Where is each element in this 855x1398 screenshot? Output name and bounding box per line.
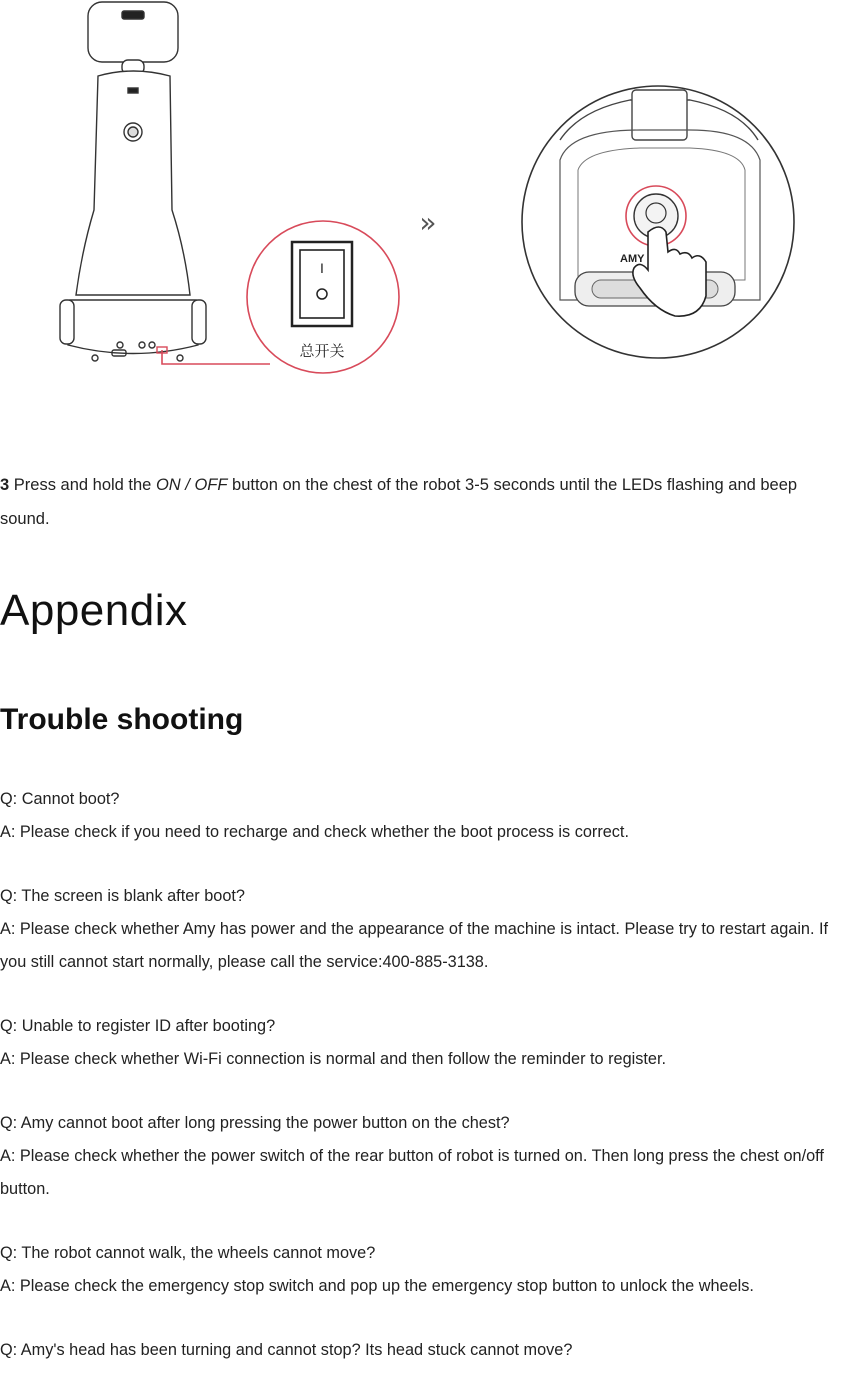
chest-button-callout — [522, 86, 794, 358]
caption-text-after: button on the chest of the robot 3-5 seconds until the LEDs flashing and beep sound. — [0, 476, 798, 528]
double-chevron-right-icon: » — [419, 206, 437, 239]
trouble-shooting-heading: Trouble shooting — [0, 703, 244, 736]
robot-back-view — [60, 2, 206, 361]
faq-question: Q: Unable to register ID after booting? — [0, 1017, 276, 1035]
faq-question: Q: Amy's head has been turning and cannot stop? Its head stuck cannot move? — [0, 1341, 573, 1359]
faq-item — [0, 1334, 855, 1367]
power-on-illustration — [0, 0, 855, 420]
faq-question: Q: The screen is blank after boot? — [0, 887, 245, 905]
switch-on-mark: I — [320, 260, 324, 276]
faq-question: Q: Amy cannot boot after long pressing the power button on the chest? — [0, 1114, 510, 1132]
faq-answer: A: Please check the emergency stop switch and pop up the emergency stop button to unlock the wheels. — [0, 1277, 754, 1295]
faq-answer: A: Please check whether the power switch of the rear button of robot is turned on. Then long press the chest on/off button. — [0, 1147, 824, 1198]
caption-text-before: Press and hold the — [9, 476, 156, 494]
switch-label: 总开关 — [299, 342, 345, 360]
faq-item — [0, 1107, 855, 1206]
faq-question: Q: The robot cannot walk, the wheels cannot move? — [0, 1244, 376, 1262]
appendix-heading: Appendix — [0, 586, 188, 635]
brand-label: AMY — [620, 253, 645, 265]
on-off-button-name: ON / OFF — [155, 476, 228, 494]
power-switch-callout — [247, 221, 399, 373]
faq-item — [0, 880, 855, 979]
faq-answer: A: Please check whether Amy has power and the appearance of the machine is intact. Please try to restart again. If you still cannot start normally, please call the service:400-885-3138. — [0, 920, 829, 971]
callout-line — [162, 350, 270, 364]
faq-item — [0, 783, 855, 849]
faq-list — [0, 783, 855, 1398]
faq-question: Q: Cannot boot? — [0, 790, 120, 808]
step-number: 3 — [0, 476, 10, 494]
faq-answer: A: Please check if you need to recharge and check whether the boot process is correct. — [0, 823, 629, 841]
faq-answer: A: Please check whether Wi-Fi connection is normal and then follow the reminder to register. — [0, 1050, 667, 1068]
faq-item — [0, 1010, 855, 1076]
step-3-caption — [0, 468, 845, 536]
faq-item — [0, 1237, 855, 1303]
